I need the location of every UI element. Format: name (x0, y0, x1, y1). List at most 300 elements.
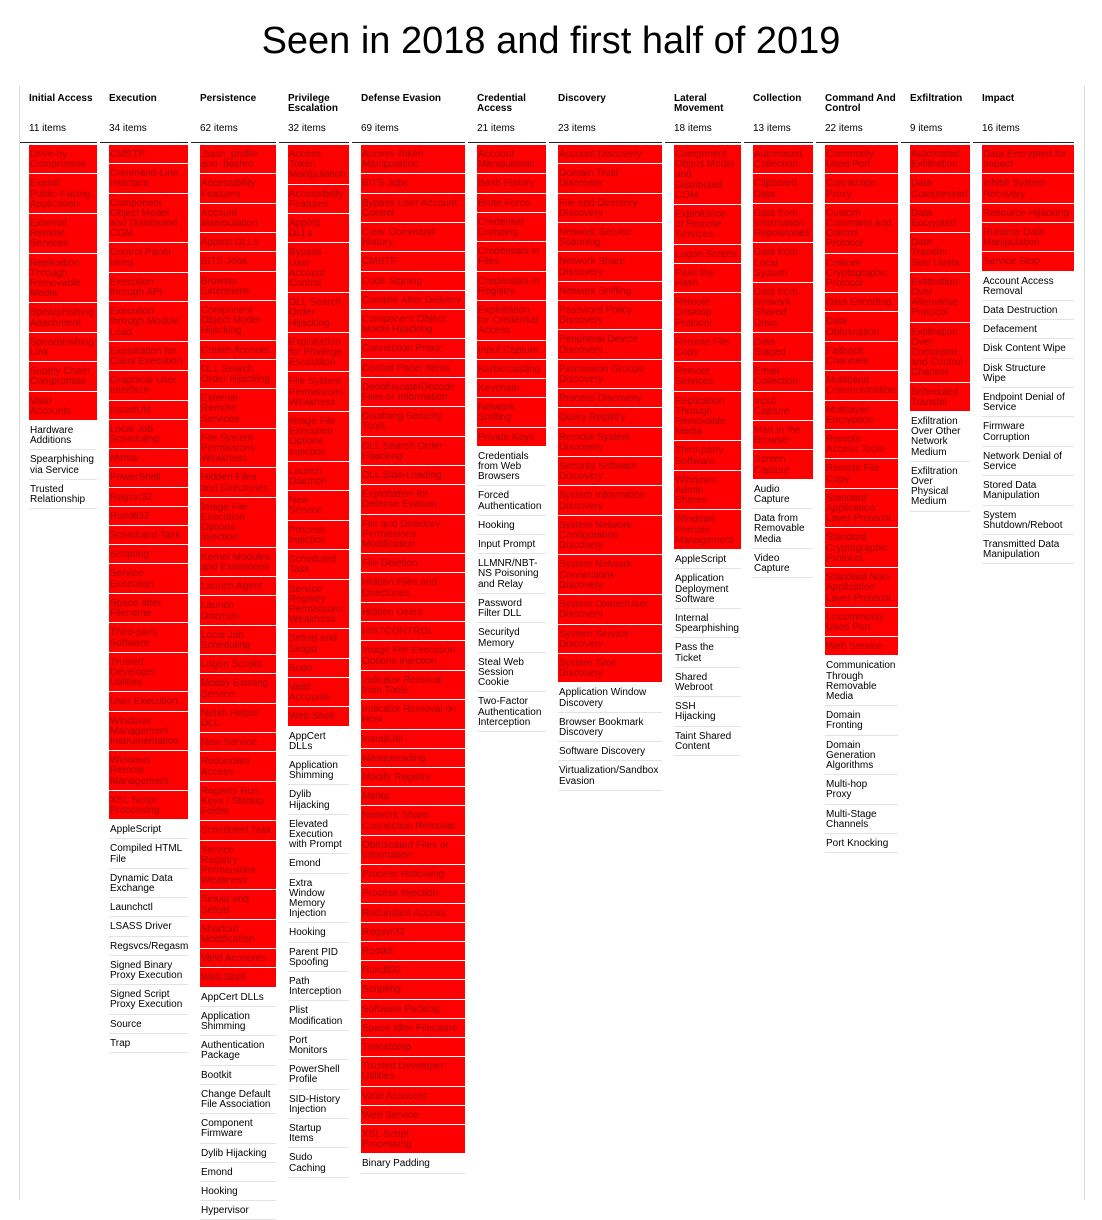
technique-cell-seen[interactable]: AppInit DLLs (288, 214, 349, 243)
technique-cell[interactable]: Hooking (288, 923, 349, 942)
technique-cell[interactable]: Firmware Corruption (982, 417, 1074, 446)
technique-cell[interactable]: Bootkit (200, 1066, 276, 1085)
technique-cell-seen[interactable]: Create Account (200, 341, 276, 360)
technique-cell[interactable]: Hooking (477, 516, 546, 535)
tactic-column-collection (744, 86, 813, 578)
technique-cell[interactable]: Hardware Additions (29, 421, 97, 450)
technique-cell-seen[interactable]: CMSTP (109, 145, 188, 164)
technique-list (973, 145, 1074, 564)
technique-cell-seen[interactable]: System Network Connections Discovery (558, 555, 662, 595)
technique-cell[interactable]: Path Interception (288, 972, 349, 1001)
technique-cell-seen[interactable]: Data Compressed (910, 174, 970, 203)
technique-cell-seen[interactable]: Indicator Removal on Host (361, 700, 465, 729)
technique-cell-seen[interactable]: System Service Discovery (558, 625, 662, 654)
technique-cell-seen[interactable]: Private Keys (477, 428, 546, 447)
technique-cell-seen[interactable]: Deobfuscate/Decode Files or Information (361, 378, 465, 407)
technique-cell-seen[interactable]: Multilayer Encryption (825, 401, 898, 430)
technique-cell[interactable]: Authentication Package (200, 1036, 276, 1065)
technique-cell-seen[interactable]: Rundll32 (109, 507, 188, 526)
technique-cell-seen[interactable]: Data Encrypted (910, 204, 970, 233)
technique-cell[interactable]: Port Monitors (288, 1031, 349, 1060)
technique-list (20, 145, 97, 509)
technique-cell[interactable]: Hooking (200, 1182, 276, 1201)
technique-cell-seen[interactable]: Valid Accounts (29, 392, 97, 421)
technique-cell-seen[interactable]: Masquerading (361, 749, 465, 768)
technique-cell-seen[interactable]: Trusted Developer Utilities (109, 653, 188, 693)
technique-cell-seen[interactable]: Man in the Browser (753, 421, 813, 450)
technique-cell[interactable]: Video Capture (753, 549, 813, 578)
technique-cell-seen[interactable]: Launch Daemon (200, 596, 276, 625)
technique-cell-seen[interactable]: Scheduled Task (288, 550, 349, 579)
technique-cell-seen[interactable]: Setuid and Setgid (200, 890, 276, 919)
technique-cell-seen[interactable]: Credential Dumping (477, 213, 546, 242)
technique-cell-seen[interactable]: Control Panel Items (109, 243, 188, 272)
technique-cell-seen[interactable]: Sudo (288, 659, 349, 678)
technique-cell-seen[interactable]: Execution through Module Load (109, 302, 188, 342)
technique-cell-seen[interactable]: New Service (200, 733, 276, 752)
technique-cell-seen[interactable]: Regsvr32 (109, 488, 188, 507)
technique-cell-seen[interactable]: Regsvr32 (361, 923, 465, 942)
technique-cell-seen[interactable]: Query Registry (558, 408, 662, 427)
technique-cell-seen[interactable]: Input Capture (753, 392, 813, 421)
technique-cell-seen[interactable]: Web Service (361, 1106, 465, 1125)
technique-cell-seen[interactable]: Hidden Users (361, 603, 465, 622)
technique-cell-seen[interactable]: Remote Desktop Protocol (674, 293, 741, 333)
technique-cell-seen[interactable]: Bypass User Account Control (361, 194, 465, 223)
technique-cell[interactable]: Dynamic Data Exchange (109, 869, 188, 898)
technique-cell[interactable]: Application Shimming (200, 1007, 276, 1036)
technique-cell-seen[interactable]: Domain Trust Discovery (558, 164, 662, 193)
technique-cell-seen[interactable]: Launch Agent (200, 577, 276, 596)
technique-cell-seen[interactable]: Data Obfuscation (825, 312, 898, 341)
technique-cell-seen[interactable]: Windows Admin Shares (674, 471, 741, 511)
technique-cell-seen[interactable]: Account Manipulation (477, 145, 546, 174)
technique-cell[interactable]: Exfiltration Over Physical Medium (910, 462, 970, 512)
technique-cell-seen[interactable]: Indicator Removal from Tools (361, 671, 465, 700)
page-title: Seen in 2018 and first half of 2019 (261, 20, 841, 62)
technique-cell[interactable]: Credentials from Web Browsers (477, 447, 546, 487)
technique-cell-seen[interactable]: Component Object Model and Distributed COM (109, 194, 188, 244)
technique-cell-seen[interactable]: Hidden Files and Directories (361, 573, 465, 602)
technique-cell-seen[interactable]: Redundant Access (200, 752, 276, 781)
technique-cell-seen[interactable]: Modify Existing Service (200, 674, 276, 703)
technique-cell-seen[interactable]: Scheduled Task (109, 526, 188, 545)
technique-cell[interactable]: Disk Content Wipe (982, 339, 1074, 358)
technique-cell-seen[interactable]: Access Token Manipulation (288, 145, 349, 185)
technique-cell-seen[interactable]: Image File Execution Options Injection (200, 498, 276, 548)
technique-cell-seen[interactable]: File and Directory Permissions Modification (361, 515, 465, 555)
tactic-column-lateral-movement (665, 86, 741, 756)
technique-cell-seen[interactable]: Network Sniffing (477, 398, 546, 427)
tactic-item-count: 32 items (279, 124, 349, 143)
technique-cell-seen[interactable]: Execution through API (109, 273, 188, 302)
technique-cell-seen[interactable]: Connection Proxy (825, 174, 898, 203)
technique-cell-seen[interactable]: Process Hollowing (361, 865, 465, 884)
technique-cell-seen[interactable]: Component Object Model Hijacking (200, 301, 276, 341)
technique-cell-seen[interactable]: Multiband Communication (825, 371, 898, 400)
technique-cell-seen[interactable]: Launch Daemon (288, 462, 349, 491)
technique-cell-seen[interactable]: DLL Search Order Hijacking (361, 437, 465, 466)
technique-cell-seen[interactable]: .bash_profile and .bashrc (200, 145, 276, 174)
technique-cell[interactable]: Launchctl (109, 898, 188, 917)
technique-cell-seen[interactable]: CMSTP (361, 252, 465, 271)
technique-cell[interactable]: Emond (200, 1163, 276, 1182)
technique-cell-seen[interactable]: Network Share Connection Removal (361, 806, 465, 835)
technique-cell-seen[interactable]: Component Object Model and Distributed COM (674, 145, 741, 205)
technique-cell[interactable]: Taint Shared Content (674, 727, 741, 756)
technique-cell-seen[interactable]: Control Panel Items (361, 359, 465, 378)
technique-cell-seen[interactable]: Replication Through Removable Media (29, 254, 97, 304)
technique-cell-seen[interactable]: Trusted Developer Utilities (361, 1057, 465, 1086)
technique-cell-seen[interactable]: Process Injection (361, 884, 465, 903)
technique-cell-seen[interactable]: Logon Scripts (674, 245, 741, 264)
technique-cell-seen[interactable]: InstallUtil (361, 730, 465, 749)
technique-cell-seen[interactable]: File Deletion (361, 554, 465, 573)
technique-cell-seen[interactable]: Bypass User Account Control (288, 243, 349, 293)
technique-cell[interactable]: Data Destruction (982, 301, 1074, 320)
technique-cell[interactable]: Trap (109, 1034, 188, 1053)
technique-cell[interactable]: Password Filter DLL (477, 594, 546, 623)
technique-cell-seen[interactable]: External Remote Services (200, 389, 276, 429)
technique-cell-seen[interactable]: DLL Search Order Hijacking (288, 293, 349, 333)
technique-cell[interactable]: Binary Padding (361, 1154, 465, 1173)
technique-cell[interactable]: Stored Data Manipulation (982, 476, 1074, 505)
technique-cell-seen[interactable]: Third-party Software (109, 623, 188, 652)
technique-cell[interactable]: Port Knocking (825, 834, 898, 853)
technique-cell-seen[interactable]: Standard Application Layer Protocol (825, 489, 898, 529)
technique-cell[interactable]: AppCert DLLs (288, 727, 349, 756)
technique-cell-seen[interactable]: File and Directory Discovery (558, 194, 662, 223)
technique-cell[interactable]: Input Prompt (477, 535, 546, 554)
technique-cell-seen[interactable]: Credentials in Files (477, 242, 546, 271)
technique-cell-seen[interactable]: Remote Access Tools (825, 430, 898, 459)
technique-cell-seen[interactable]: Email Collection (753, 362, 813, 391)
technique-cell-seen[interactable]: Browser Extensions (200, 272, 276, 301)
technique-cell[interactable]: Application Shimming (288, 756, 349, 785)
technique-cell-seen[interactable]: Screen Capture (753, 450, 813, 479)
tactic-column-persistence (191, 86, 276, 1220)
technique-cell-seen[interactable]: Credentials in Registry (477, 272, 546, 301)
technique-cell[interactable]: Trusted Relationship (29, 480, 97, 509)
technique-cell[interactable]: Elevated Execution with Prompt (288, 815, 349, 855)
tactic-item-count: 18 items (665, 124, 741, 143)
technique-cell-seen[interactable]: Account Manipulation (200, 204, 276, 233)
technique-cell[interactable]: Plist Modification (288, 1001, 349, 1030)
technique-cell[interactable]: Network Denial of Service (982, 447, 1074, 476)
technique-cell-seen[interactable]: Service Stop (982, 252, 1074, 271)
technique-cell[interactable]: Endpoint Denial of Service (982, 388, 1074, 417)
technique-cell-seen[interactable]: Remote Services (674, 362, 741, 391)
technique-cell[interactable]: Dylib Hijacking (200, 1144, 276, 1163)
technique-cell-seen[interactable]: InstallUtil (109, 401, 188, 420)
technique-cell-seen[interactable]: Exfiltration Over Alternative Protocol (910, 273, 970, 323)
tactic-column-exfiltration (901, 86, 970, 512)
technique-cell-seen[interactable]: Network Sniffing (558, 282, 662, 301)
technique-cell[interactable]: Virtualization/Sandbox Evasion (558, 761, 662, 790)
technique-cell-seen[interactable]: External Remote Services (29, 214, 97, 254)
technique-cell-seen[interactable]: Peripheral Device Discovery (558, 330, 662, 359)
technique-cell-seen[interactable]: Keychain (477, 379, 546, 398)
technique-cell[interactable]: LSASS Driver (109, 917, 188, 936)
technique-cell-seen[interactable]: Netsh Helper DLL (200, 704, 276, 733)
technique-cell-seen[interactable]: Custom Command and Control Protocol (825, 204, 898, 254)
technique-cell[interactable]: AppCert DLLs (200, 988, 276, 1007)
technique-cell-seen[interactable]: Automated Exfiltration (910, 145, 970, 174)
technique-cell[interactable]: Defacement (982, 320, 1074, 339)
technique-cell-seen[interactable]: Local Job Scheduling (200, 626, 276, 655)
technique-cell-seen[interactable]: Pass the Hash (674, 264, 741, 293)
technique-cell-seen[interactable]: Kerberoasting (477, 360, 546, 379)
technique-cell-seen[interactable]: Web Service (825, 637, 898, 656)
technique-cell-seen[interactable]: Mshta (361, 787, 465, 806)
technique-cell[interactable]: Two-Factor Authentication Interception (477, 692, 546, 732)
technique-cell-seen[interactable]: Local Job Scheduling (109, 420, 188, 449)
technique-cell[interactable]: Extra Window Memory Injection (288, 874, 349, 924)
technique-cell-seen[interactable]: Remote File Copy (825, 459, 898, 488)
technique-cell[interactable]: AppleScript (674, 550, 741, 569)
technique-cell-seen[interactable]: Service Registry Permissions Weakness (288, 580, 349, 630)
technique-cell-seen[interactable]: Exploitation for Defense Evasion (361, 485, 465, 514)
technique-cell[interactable]: Startup Items (288, 1119, 349, 1148)
technique-cell-seen[interactable]: System Information Discovery (558, 486, 662, 515)
technique-cell-seen[interactable]: Modify Registry (361, 768, 465, 787)
technique-cell[interactable]: Forced Authentication (477, 486, 546, 515)
technique-cell[interactable]: SID-History Injection (288, 1090, 349, 1119)
technique-cell[interactable]: PowerShell Profile (288, 1060, 349, 1089)
technique-cell[interactable]: Source (109, 1015, 188, 1034)
technique-cell[interactable]: Shared Webroot (674, 668, 741, 697)
technique-cell[interactable]: Spearphishing via Service (29, 450, 97, 479)
technique-cell[interactable]: Multi-Stage Channels (825, 805, 898, 834)
technique-cell-seen[interactable]: Remote System Discovery (558, 428, 662, 457)
technique-cell-seen[interactable]: Software Packing (361, 1000, 465, 1019)
technique-cell-seen[interactable]: User Execution (109, 692, 188, 711)
technique-cell-seen[interactable]: Web Shell (288, 707, 349, 726)
technique-cell-seen[interactable]: Drive-by Compromise (29, 145, 97, 174)
technique-cell-seen[interactable]: Component Object Model Hijacking (361, 310, 465, 339)
technique-cell-seen[interactable]: Hidden Files and Directories (200, 468, 276, 497)
technique-cell-seen[interactable]: Account Discovery (558, 145, 662, 164)
technique-cell-seen[interactable]: Exploit Public-Facing Application (29, 174, 97, 214)
technique-cell-seen[interactable]: Registry Run Keys / Startup Folder (200, 782, 276, 822)
technique-list (665, 145, 741, 756)
technique-cell[interactable]: Transmitted Data Manipulation (982, 535, 1074, 564)
technique-cell[interactable]: Signed Binary Proxy Execution (109, 956, 188, 985)
technique-cell[interactable]: Browser Bookmark Discovery (558, 713, 662, 742)
technique-cell-seen[interactable]: Standard Non-Application Layer Protocol (825, 568, 898, 608)
technique-cell-seen[interactable]: Uncommonly Used Port (825, 608, 898, 637)
technique-cell-seen[interactable]: XSL Script Processing (109, 791, 188, 820)
technique-cell-seen[interactable]: Bash History (477, 174, 546, 193)
technique-cell[interactable]: Domain Fronting (825, 706, 898, 735)
technique-cell[interactable]: Internal Spearphishing (674, 609, 741, 638)
tactic-header: Exfiltration (910, 93, 963, 104)
technique-list (816, 145, 898, 853)
technique-cell-seen[interactable]: Timestomp (361, 1038, 465, 1057)
technique-cell-seen[interactable]: Remote File Copy (674, 333, 741, 362)
technique-cell-seen[interactable]: Custom Cryptographic Protocol (825, 254, 898, 294)
technique-cell-seen[interactable]: Command-Line Interface (109, 164, 188, 193)
technique-cell-seen[interactable]: Process Injection (288, 521, 349, 550)
technique-cell-seen[interactable]: Rootkit (361, 942, 465, 961)
technique-cell[interactable]: LLMNR/NBT-NS Poisoning and Relay (477, 554, 546, 594)
technique-cell-seen[interactable]: Data from Network Shared Drive (753, 283, 813, 333)
technique-cell[interactable]: AppleScript (109, 820, 188, 839)
technique-cell-seen[interactable]: Exploitation for Privilege Escalation (288, 333, 349, 373)
technique-cell[interactable]: Data from Removable Media (753, 509, 813, 549)
technique-cell[interactable]: Domain Generation Algorithms (825, 736, 898, 776)
technique-cell[interactable]: Emond (288, 854, 349, 873)
technique-cell-seen[interactable]: Input Capture (477, 341, 546, 360)
technique-cell[interactable]: Disk Structure Wipe (982, 359, 1074, 388)
tactic-column-discovery (549, 86, 662, 791)
technique-cell-seen[interactable]: Fallback Channels (825, 342, 898, 371)
technique-cell-seen[interactable]: Valid Accounts (288, 678, 349, 707)
technique-cell-seen[interactable]: Exploitation for Credential Access (477, 301, 546, 341)
technique-cell-seen[interactable]: Redundant Access (361, 904, 465, 923)
technique-cell-seen[interactable]: BITS Jobs (361, 174, 465, 193)
technique-cell-seen[interactable]: Windows Remote Management (674, 510, 741, 550)
technique-cell[interactable]: Regsvcs/Regasm (109, 937, 188, 956)
technique-cell-seen[interactable]: Replication Through Removable Media (674, 392, 741, 442)
technique-cell-seen[interactable]: Data from Information Repositories (753, 204, 813, 244)
technique-cell-seen[interactable]: Accessibility Features (200, 174, 276, 203)
technique-cell-seen[interactable]: Image File Execution Options Injection (288, 412, 349, 462)
technique-cell-seen[interactable]: Network Share Discovery (558, 252, 662, 281)
technique-cell[interactable]: Software Discovery (558, 742, 662, 761)
technique-cell-seen[interactable]: Commonly Used Port (825, 145, 898, 174)
technique-cell-seen[interactable]: Resource Hijacking (982, 204, 1074, 223)
technique-cell-seen[interactable]: Logon Scripts (200, 655, 276, 674)
tactic-header: Defense Evasion (361, 93, 442, 104)
technique-cell-seen[interactable]: AppInit DLLs (200, 233, 276, 252)
technique-cell-seen[interactable]: Accessibility Features (288, 185, 349, 214)
technique-cell-seen[interactable]: HISTCONTROL (361, 622, 465, 641)
technique-cell-seen[interactable]: Password Policy Discovery (558, 301, 662, 330)
technique-cell[interactable]: Parent PID Spoofing (288, 943, 349, 972)
technique-cell-seen[interactable]: Spearphishing Attachment (29, 303, 97, 332)
technique-cell-seen[interactable]: Permission Groups Discovery (558, 360, 662, 389)
technique-cell-seen[interactable]: Exploitation for Client Execution (109, 342, 188, 371)
technique-cell-seen[interactable]: Windows Management Instrumentation (109, 712, 188, 752)
technique-cell-seen[interactable]: Brute Force (477, 194, 546, 213)
technique-cell-seen[interactable]: Service Execution (109, 564, 188, 593)
technique-cell[interactable]: Dylib Hijacking (288, 785, 349, 814)
technique-cell-seen[interactable]: Third-party Software (674, 441, 741, 470)
technique-cell[interactable]: Securityd Memory (477, 623, 546, 652)
technique-cell[interactable]: Communication Through Removable Media (825, 656, 898, 706)
technique-cell-seen[interactable]: Shortcut Modification (200, 920, 276, 949)
technique-cell-seen[interactable]: Graphical User Interface (109, 371, 188, 400)
technique-cell-seen[interactable]: BITS Jobs (200, 252, 276, 271)
technique-cell[interactable]: SSH Hijacking (674, 697, 741, 726)
technique-cell-seen[interactable]: Windows Remote Management (109, 751, 188, 791)
technique-cell-seen[interactable]: Obfuscated Files or Information (361, 836, 465, 865)
technique-cell-seen[interactable]: Scheduled Task (200, 821, 276, 840)
technique-cell-seen[interactable]: Space after Filename (361, 1019, 465, 1038)
technique-cell-seen[interactable]: Access Token Manipulation (361, 145, 465, 174)
technique-cell-seen[interactable]: File System Permissions Weakness (200, 429, 276, 469)
technique-cell-seen[interactable]: Space after Filename (109, 594, 188, 623)
technique-cell-seen[interactable]: Runtime Data Manipulation (982, 223, 1074, 252)
technique-cell[interactable]: Application Deployment Software (674, 569, 741, 609)
technique-cell-seen[interactable]: DLL Search Order Hijacking (200, 360, 276, 389)
technique-cell-seen[interactable]: Network Service Scanning (558, 223, 662, 252)
technique-cell[interactable]: Hypervisor (200, 1201, 276, 1220)
technique-cell-seen[interactable]: Process Discovery (558, 389, 662, 408)
technique-cell-seen[interactable]: PowerShell (109, 468, 188, 487)
technique-cell[interactable]: Audio Capture (753, 480, 813, 509)
technique-cell-seen[interactable]: Setuid and Setgid (288, 629, 349, 658)
technique-list (352, 145, 465, 1174)
technique-cell[interactable]: Component Firmware (200, 1114, 276, 1143)
technique-cell[interactable]: Change Default File Association (200, 1085, 276, 1114)
technique-cell-seen[interactable]: Data Encrypted for Impact (982, 145, 1074, 174)
technique-cell-seen[interactable]: DLL Side-Loading (361, 466, 465, 485)
technique-cell-seen[interactable]: New Service (288, 491, 349, 520)
technique-cell-seen[interactable]: Exfiltration Over Command and Control Channel (910, 323, 970, 383)
technique-cell-seen[interactable]: System Network Configuration Discovery (558, 516, 662, 556)
technique-cell[interactable]: Multi-hop Proxy (825, 775, 898, 804)
technique-cell-seen[interactable]: Web Shell (200, 968, 276, 987)
technique-cell-seen[interactable]: Compile After Delivery (361, 291, 465, 310)
technique-cell-seen[interactable]: Data Staged (753, 333, 813, 362)
technique-cell-seen[interactable]: Spearphishing Link (29, 333, 97, 362)
technique-cell-seen[interactable]: Service Registry Permissions Weakness (200, 841, 276, 891)
technique-cell-seen[interactable]: Data Transfer Size Limits (910, 233, 970, 273)
technique-cell-seen[interactable]: Code Signing (361, 272, 465, 291)
technique-cell-seen[interactable]: Mshta (109, 449, 188, 468)
technique-list (744, 145, 813, 578)
technique-cell-seen[interactable]: XSL Script Processing (361, 1125, 465, 1154)
technique-cell-seen[interactable]: Data from Local System (753, 243, 813, 283)
technique-cell-seen[interactable]: Security Software Discovery (558, 457, 662, 486)
technique-cell[interactable]: Signed Script Proxy Execution (109, 985, 188, 1014)
technique-cell-seen[interactable]: Image File Execution Options Injection (361, 641, 465, 670)
technique-cell-seen[interactable]: Exploitation of Remote Services (674, 205, 741, 245)
technique-cell-seen[interactable]: Clipboard Data (753, 174, 813, 203)
technique-cell-seen[interactable]: Kernel Modules and Extensions (200, 548, 276, 577)
technique-cell-seen[interactable]: Scheduled Transfer (910, 383, 970, 412)
technique-cell-seen[interactable]: Standard Cryptographic Protocol (825, 528, 898, 568)
technique-cell[interactable]: Sudo Caching (288, 1148, 349, 1177)
technique-cell[interactable]: Pass the Ticket (674, 638, 741, 667)
technique-cell-seen[interactable]: Valid Accounts (200, 949, 276, 968)
technique-cell-seen[interactable]: Inhibit System Recovery (982, 174, 1074, 203)
technique-cell-seen[interactable]: Scripting (109, 545, 188, 564)
technique-cell-seen[interactable]: Disabling Security Tools (361, 407, 465, 436)
technique-cell[interactable]: Account Access Removal (982, 272, 1074, 301)
technique-cell[interactable]: Steal Web Session Cookie (477, 653, 546, 693)
technique-cell-seen[interactable]: System Time Discovery (558, 654, 662, 683)
technique-cell[interactable]: Application Window Discovery (558, 683, 662, 712)
technique-cell-seen[interactable]: Supply Chain Compromise (29, 362, 97, 391)
technique-cell-seen[interactable]: Connection Proxy (361, 339, 465, 358)
technique-cell-seen[interactable]: File System Permissions Weakness (288, 372, 349, 412)
technique-cell-seen[interactable]: Data Encoding (825, 293, 898, 312)
technique-cell-seen[interactable]: Rundll32 (361, 961, 465, 980)
technique-cell[interactable]: System Shutdown/Reboot (982, 506, 1074, 535)
technique-cell-seen[interactable]: System Owner/User Discovery (558, 595, 662, 624)
tactic-item-count: 34 items (100, 124, 188, 143)
tactic-item-count: 21 items (468, 124, 546, 143)
technique-cell-seen[interactable]: Clear Command History (361, 223, 465, 252)
technique-cell-seen[interactable]: Valid Accounts (361, 1087, 465, 1106)
technique-cell[interactable]: Exfiltration Over Other Network Medium (910, 412, 970, 462)
technique-cell[interactable]: Compiled HTML File (109, 839, 188, 868)
technique-cell-seen[interactable]: Automated Collection (753, 145, 813, 174)
technique-cell-seen[interactable]: Scripting (361, 980, 465, 999)
